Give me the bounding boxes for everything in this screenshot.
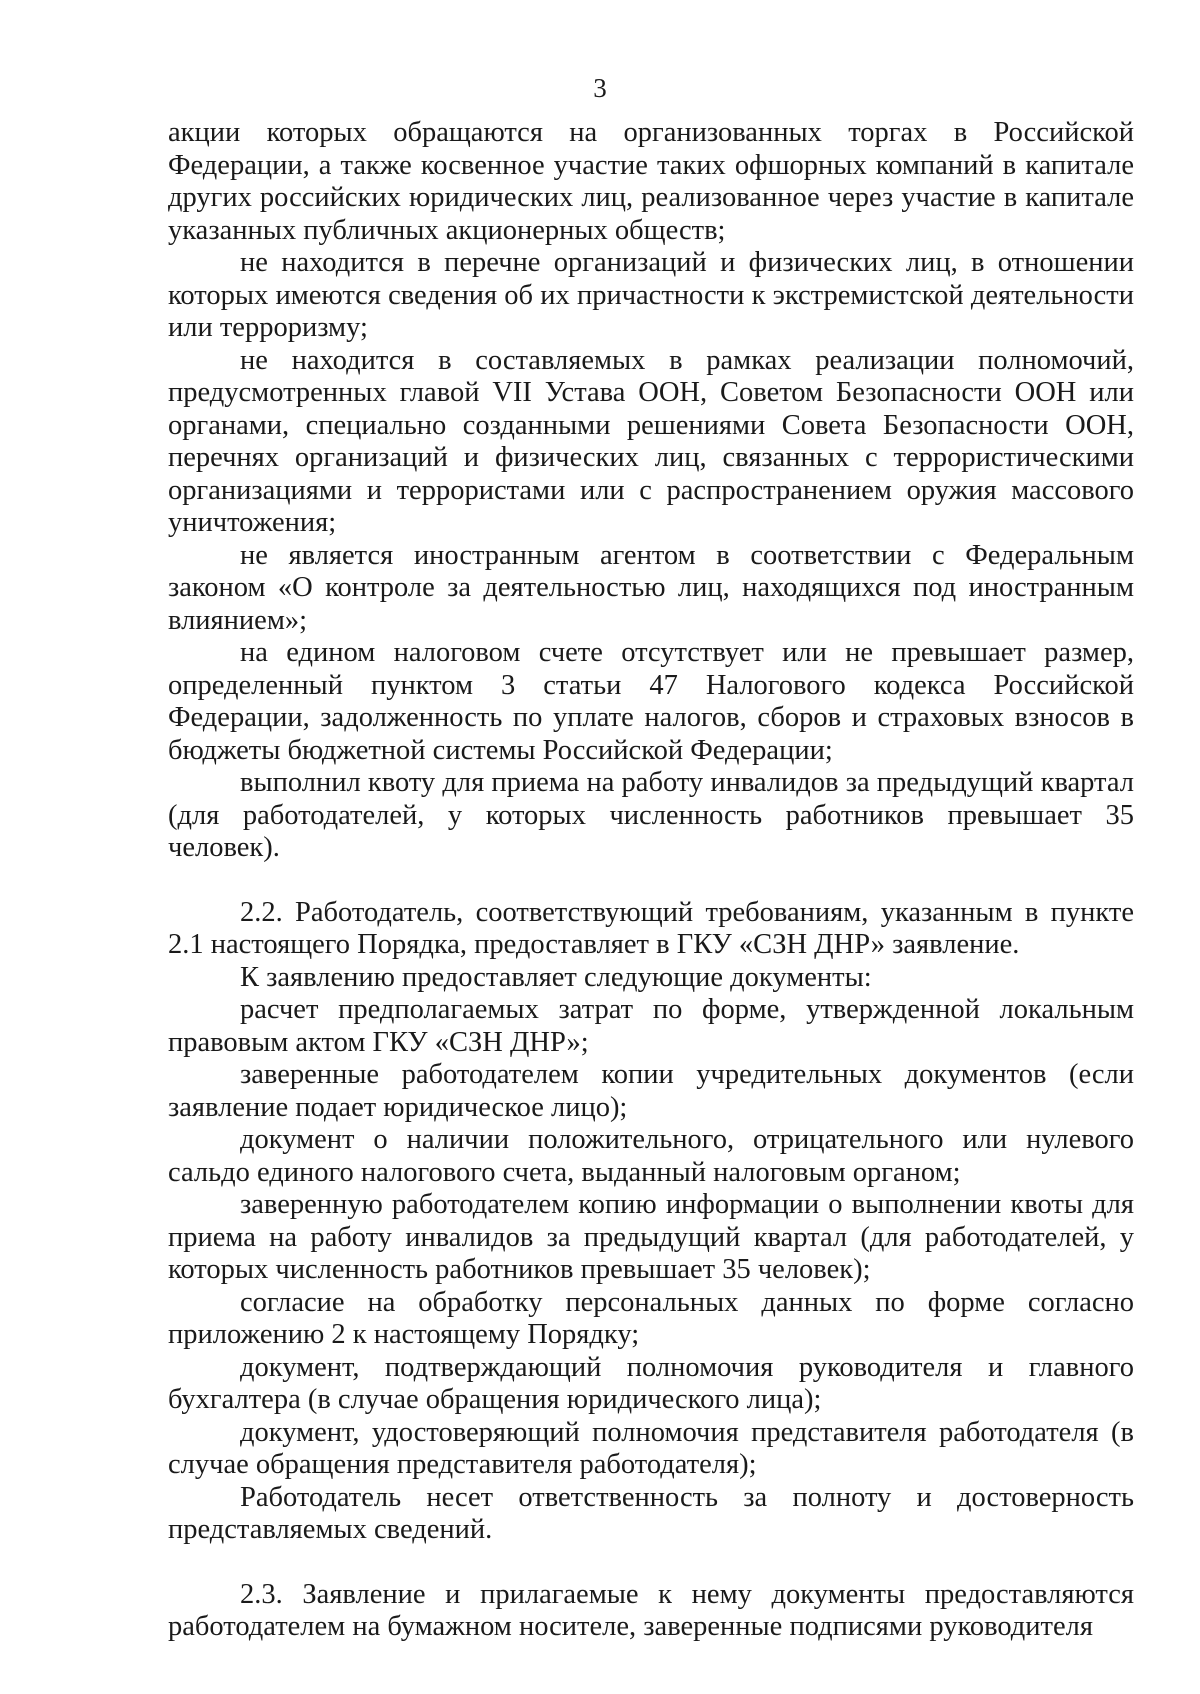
paragraph-continuation: акции которых обращаются на организованных торгах в Российской Федерации, а также косвенное участие таких офшорных компаний в капитале других российских юридических лиц, реализованное через участие в капитале указанных публичных акционерных обществ; — [168, 117, 1134, 246]
paragraph-responsibility: Работодатель несет ответственность за полноту и достоверность представляемых сведений. — [168, 1481, 1134, 1545]
paragraph-foreign-agent: не является иностранным агентом в соответствии с Федеральным законом «О контроле за деятельностью лиц, находящихся под иностранным влиянием»; — [168, 539, 1134, 636]
paragraph-personal-data-consent: согласие на обработку персональных данных по форме согласно приложению 2 к настоящему Порядку; — [168, 1286, 1134, 1350]
paragraph-un-list: не находится в составляемых в рамках реализации полномочий, предусмотренных главой VII Устава ООН, Советом Безопасности ООН или органами, специально созданными решениями Совета Безопасности ООН, перечнях организаций и физических лиц, связанных с террористическими организациями и террористами или с распространением оружия массового уничтожения; — [168, 344, 1134, 538]
paragraph-disability-quota: выполнил квоту для приема на работу инвалидов за предыдущий квартал (для работодателей, у которых численность работников превышает 35 человек). — [168, 767, 1134, 863]
document-body — [168, 117, 1134, 1644]
paragraph-cost-estimate: расчет предполагаемых затрат по форме, утвержденной локальным правовым актом ГКУ «СЗН ДНР»; — [168, 994, 1134, 1058]
paragraph-2-3: 2.3. Заявление и прилагаемые к нему документы предоставляются работодателем на бумажном носителе, заверенные подписями руководителя — [168, 1578, 1134, 1642]
paragraph-quota-info: заверенную работодателем копию информации о выполнении квоты для приема на работу инвалидов за предыдущий квартал (для работодателей, у которых численность работников превышает 35 человек); — [168, 1189, 1134, 1285]
paragraph-documents-intro: К заявлению предоставляет следующие документы: — [240, 961, 872, 993]
paragraph-2-2: 2.2. Работодатель, соответствующий требованиям, указанным в пункте 2.1 настоящего Порядка, предоставляет в ГКУ «СЗН ДНР» заявление. — [168, 896, 1134, 960]
paragraph-director-authority: документ, подтверждающий полномочия руководителя и главного бухгалтера (в случае обращения юридического лица); — [168, 1351, 1134, 1415]
paragraph-founding-documents: заверенные работодателем копии учредительных документов (если заявление подает юридическое лицо); — [168, 1059, 1134, 1123]
paragraph-extremism-list: не находится в перечне организаций и физических лиц, в отношении которых имеются сведения об их причастности к экстремистской деятельности или терроризму; — [168, 247, 1134, 343]
paragraph-tax-balance: документ о наличии положительного, отрицательного или нулевого сальдо единого налогового счета, выданный налоговым органом; — [168, 1124, 1134, 1188]
paragraph-representative-authority: документ, удостоверяющий полномочия представителя работодателя (в случае обращения представителя работодателя); — [168, 1416, 1134, 1480]
page-number: 3 — [593, 73, 607, 103]
paragraph-tax-debt: на едином налоговом счете отсутствует или не превышает размер, определенный пунктом 3 статьи 47 Налогового кодекса Российской Федерации, задолженность по уплате налогов, сборов и страховых взносов в бюджеты бюджетной системы Российской Федерации; — [168, 637, 1134, 766]
